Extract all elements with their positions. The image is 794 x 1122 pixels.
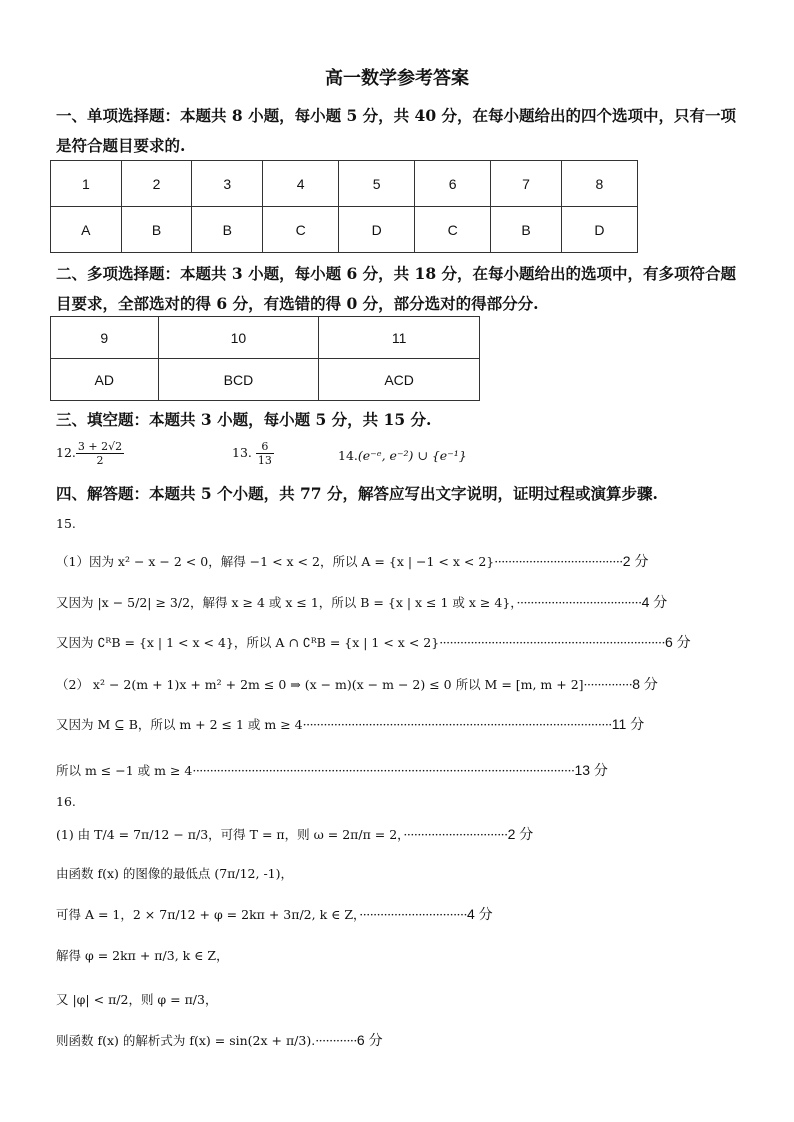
score-points: 4 分 xyxy=(466,906,493,922)
leader-dots: ···································· xyxy=(516,595,642,610)
score-points: 2 分 xyxy=(622,553,649,569)
section2-heading-line1: 二、多项选择题：本题共 3 小题，每小题 6 分，共 18 分，在每小题给出的选项中，有多项符合题 xyxy=(56,264,737,283)
table-cell: 11 xyxy=(319,317,480,359)
leader-dots: ·············· xyxy=(583,677,633,692)
table-cell: C xyxy=(415,207,491,253)
table-cell: 9 xyxy=(51,317,159,359)
answer-13-fraction xyxy=(256,440,274,467)
q16-line-4 xyxy=(56,946,229,964)
q16-line-3 xyxy=(56,904,493,924)
section1-heading-line2: 是符合题目要求的. xyxy=(56,136,186,155)
q15-line-1 xyxy=(56,551,648,571)
table-cell: 2 xyxy=(121,161,192,207)
q16-line-6 xyxy=(56,1030,383,1050)
table-cell: 5 xyxy=(339,161,415,207)
table-cell: 1 xyxy=(51,161,122,207)
score-points: 11 分 xyxy=(611,716,645,732)
table-cell: D xyxy=(339,207,415,253)
score-points: 13 分 xyxy=(574,762,608,778)
section1-answer-row xyxy=(51,207,638,253)
answer-12 xyxy=(56,440,124,467)
score-points: 2 分 xyxy=(507,826,534,842)
fraction-denominator: 13 xyxy=(257,454,272,467)
leader-dots: ····································· xyxy=(494,554,623,569)
line-text: 可得 A = 1，2 × 7π/12 + φ = 2kπ + 3π/2, k ∈ Z， xyxy=(56,907,360,922)
q16-line-5 xyxy=(56,990,217,1008)
section1-number-row xyxy=(51,161,638,207)
line-text: 又 |φ| < π/2，则 φ = π/3， xyxy=(56,992,218,1007)
line-text: 又因为 M ⊆ B，所以 m + 2 ≤ 1 或 m ≥ 4 xyxy=(56,717,303,732)
q16-line-1 xyxy=(56,824,533,844)
section1-answer-table xyxy=(50,160,638,253)
table-cell: 10 xyxy=(158,317,319,359)
answer-14 xyxy=(338,448,467,463)
leader-dots: ············ xyxy=(315,1033,357,1048)
answer-12-fraction xyxy=(76,440,124,467)
line-text: （1）因为 x² − x − 2 < 0，解得 −1 < x < 2，所以 A = {x | −1 < x < 2} xyxy=(56,554,495,569)
section4-heading: 四、解答题：本题共 5 个小题，共 77 分，解答应写出文字说明，证明过程或演算步骤. xyxy=(56,484,658,503)
line-text: 又因为 |x − 5/2| ≥ 3/2，解得 x ≥ 4 或 x ≤ 1，所以 B = {x | x ≤ 1 或 x ≥ 4}， xyxy=(56,595,517,610)
table-cell: B xyxy=(491,207,562,253)
line-text: （2） x² − 2(m + 1)x + m² + 2m ≤ 0 ⇒ (x − m)(x − m − 2) ≤ 0 所以 M = [m, m + 2] xyxy=(56,677,584,692)
table-cell: 8 xyxy=(561,161,637,207)
leader-dots: ································································· xyxy=(439,635,665,650)
leader-dots: ······························ xyxy=(403,827,508,842)
fraction-denominator: 2 xyxy=(96,454,104,467)
table-cell: 3 xyxy=(192,161,263,207)
leader-dots: ························································································· xyxy=(302,717,612,732)
table-cell: BCD xyxy=(158,359,319,401)
table-cell: C xyxy=(263,207,339,253)
fraction-numerator: 3 + 2√2 xyxy=(77,440,123,453)
line-text: 所以 m ≤ −1 或 m ≥ 4 xyxy=(56,763,193,778)
line-text: (1) 由 T/4 = 7π/12 − π/3，可得 T = π，则 ω = 2π/π = 2， xyxy=(56,827,404,842)
section1-heading-line1: 一、单项选择题：本题共 8 小题，每小题 5 分，共 40 分，在每小题给出的四个选项中，只有一项 xyxy=(56,106,737,125)
section2-answer-row xyxy=(51,359,480,401)
table-cell: A xyxy=(51,207,122,253)
q15-line-4 xyxy=(56,674,658,694)
table-cell: ACD xyxy=(319,359,480,401)
table-cell: 7 xyxy=(491,161,562,207)
table-cell: 4 xyxy=(263,161,339,207)
table-cell: D xyxy=(561,207,637,253)
section2-heading-line2: 目要求，全部选对的得 6 分，有选错的得 0 分，部分选对的得部分分. xyxy=(56,294,539,313)
question-16-label: 16. xyxy=(56,794,76,809)
line-text: 则函数 f(x) 的解析式为 f(x) = sin(2x + π/3). xyxy=(56,1033,316,1048)
line-text: 由函数 f(x) 的图像的最低点 (7π/12, -1)， xyxy=(56,866,294,881)
section2-answer-table xyxy=(50,316,480,401)
answer-12-label: 12. xyxy=(56,445,76,460)
answer-14-value: (e⁻ᵉ, e⁻²) ∪ {e⁻¹} xyxy=(357,448,467,463)
table-cell: B xyxy=(192,207,263,253)
q15-line-2 xyxy=(56,592,667,612)
table-cell: B xyxy=(121,207,192,253)
score-points: 6 分 xyxy=(356,1032,383,1048)
score-points: 4 分 xyxy=(641,594,668,610)
q15-line-5 xyxy=(56,714,644,734)
leader-dots: ······························· xyxy=(359,907,467,922)
answer-14-label: 14. xyxy=(338,448,358,463)
fraction-numerator: 6 xyxy=(256,440,274,454)
table-cell: AD xyxy=(51,359,159,401)
section2-number-row xyxy=(51,317,480,359)
q16-line-2 xyxy=(56,864,293,882)
answer-13 xyxy=(232,440,274,467)
q15-line-6 xyxy=(56,760,608,780)
section3-heading: 三、填空题：本题共 3 小题，每小题 5 分，共 15 分. xyxy=(56,410,432,429)
page-title: 高一数学参考答案 xyxy=(325,68,469,89)
table-cell: 6 xyxy=(415,161,491,207)
leader-dots: ·············································································································· xyxy=(192,763,575,778)
question-15-label: 15. xyxy=(56,516,76,531)
line-text: 解得 φ = 2kπ + π/3, k ∈ Z， xyxy=(56,948,229,963)
q15-line-3 xyxy=(56,632,691,652)
answer-13-label: 13. xyxy=(232,445,252,460)
score-points: 8 分 xyxy=(632,676,658,692)
score-points: 6 分 xyxy=(664,634,691,650)
line-text: 又因为 ∁ᴿB = {x | 1 < x < 4}，所以 A ∩ ∁ᴿB = {x | 1 < x < 2} xyxy=(56,635,440,650)
